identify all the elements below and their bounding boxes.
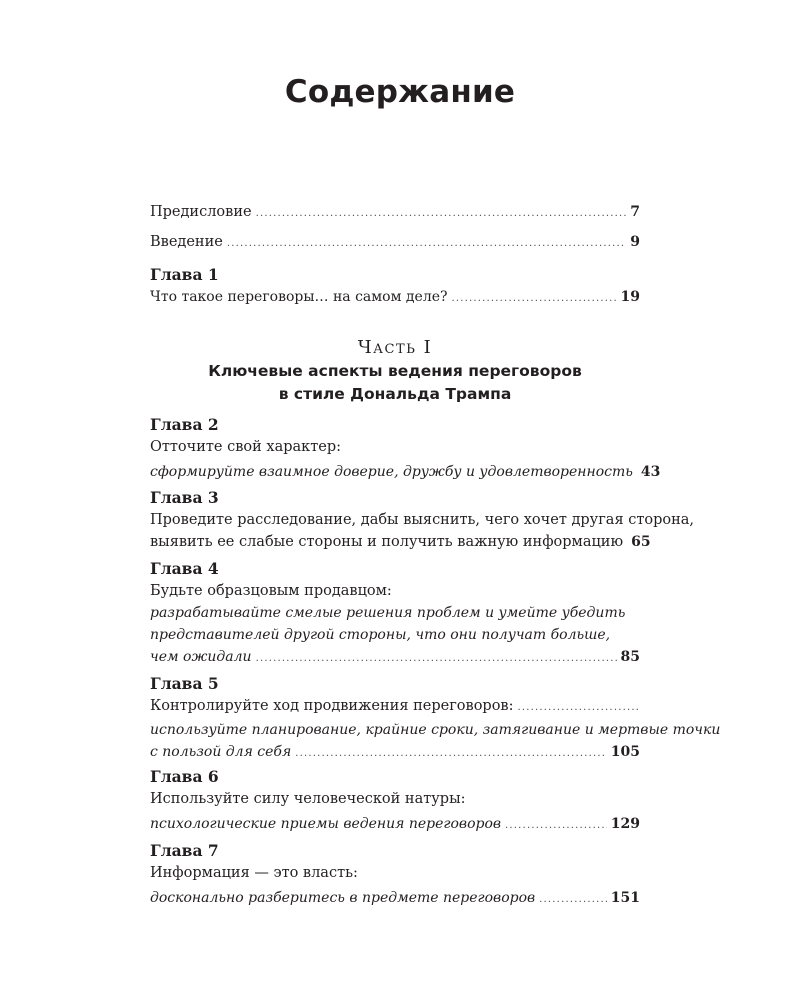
chapter-subtitle: досконально разберитесь в предмете переговоров [150,890,536,906]
chapter-title: Информация — это власть: [150,865,358,881]
chapter-subtitle-line-1: разрабатывайте смелые решения проблем и умейте убедить [150,605,626,621]
page-number: 7 [630,204,640,220]
part-title-line-1: Ключевые аспекты ведения переговоров [208,362,582,380]
dot-leader [539,889,607,911]
chapter-title-line-2: выявить ее слабые стороны и получить важную информацию [150,534,624,550]
toc-chapter-2[interactable] [150,414,661,485]
toc-chapter-6[interactable] [150,766,640,837]
chapter-heading: Глава 1 [150,265,219,284]
entry-label: Введение [150,234,223,250]
chapter-heading: Глава 2 [150,415,219,434]
dot-leader [256,648,617,670]
toc-chapter-4[interactable] [150,558,640,670]
chapter-title: Будьте образцовым продавцом: [150,583,392,599]
page-number: 65 [631,534,651,550]
chapter-heading: Глава 5 [150,674,219,693]
toc-chapter-1[interactable] [150,264,640,310]
chapter-title: Что такое переговоры… на самом деле? [150,289,448,305]
chapter-heading: Глава 3 [150,488,219,507]
chapter-subtitle-line-3: чем ожидали [150,649,252,665]
toc-chapter-7[interactable] [150,840,640,911]
dot-leader [256,203,627,225]
chapter-subtitle-line-2: представителей другой стороны, что они получат больше, [150,627,611,643]
chapter-heading: Глава 6 [150,767,219,786]
dot-leader [227,233,626,255]
chapter-subtitle: сформируйте взаимное доверие, дружбу и удовлетворенность [150,464,633,480]
chapter-title: Контролируйте ход продвижения переговоров: [150,698,514,714]
chapter-title: Отточите свой характер: [150,439,341,455]
chapter-title: Используйте силу человеческой натуры: [150,791,466,807]
toc-chapter-3[interactable] [150,487,694,555]
entry-label: Предисловие [150,204,252,220]
page-number: 151 [610,890,640,906]
toc-entry-introduction[interactable] [150,231,640,255]
page-number: 9 [630,234,640,250]
chapter-heading: Глава 4 [150,559,219,578]
dot-leader [505,815,607,837]
chapter-subtitle-line-2: с пользой для себя [150,744,292,760]
page-number: 85 [620,649,640,665]
toc-chapter-5[interactable] [150,673,721,765]
toc-entry-preface[interactable] [150,201,640,225]
dot-leader [295,743,607,765]
page-title: Содержание [284,74,516,110]
chapter-subtitle-line-1: используйте планирование, крайние сроки, затягивание и мертвые точки [150,722,721,738]
page-number: 43 [640,464,661,480]
dot-leader [452,288,617,310]
chapter-heading: Глава 7 [150,841,219,860]
dot-leader [517,697,640,719]
chapter-title-line-1: Проведите расследование, дабы выяснить, чего хочет другая сторона, [150,512,694,528]
part-title-line-2: в стиле Дональда Трампа [278,385,512,403]
page-number: 19 [620,289,640,305]
chapter-subtitle: психологические приемы ведения переговоров [150,816,502,832]
part-title [150,360,640,406]
page-number: 105 [610,744,640,760]
page-number: 129 [610,816,640,832]
part-label: Часть I [357,337,433,358]
